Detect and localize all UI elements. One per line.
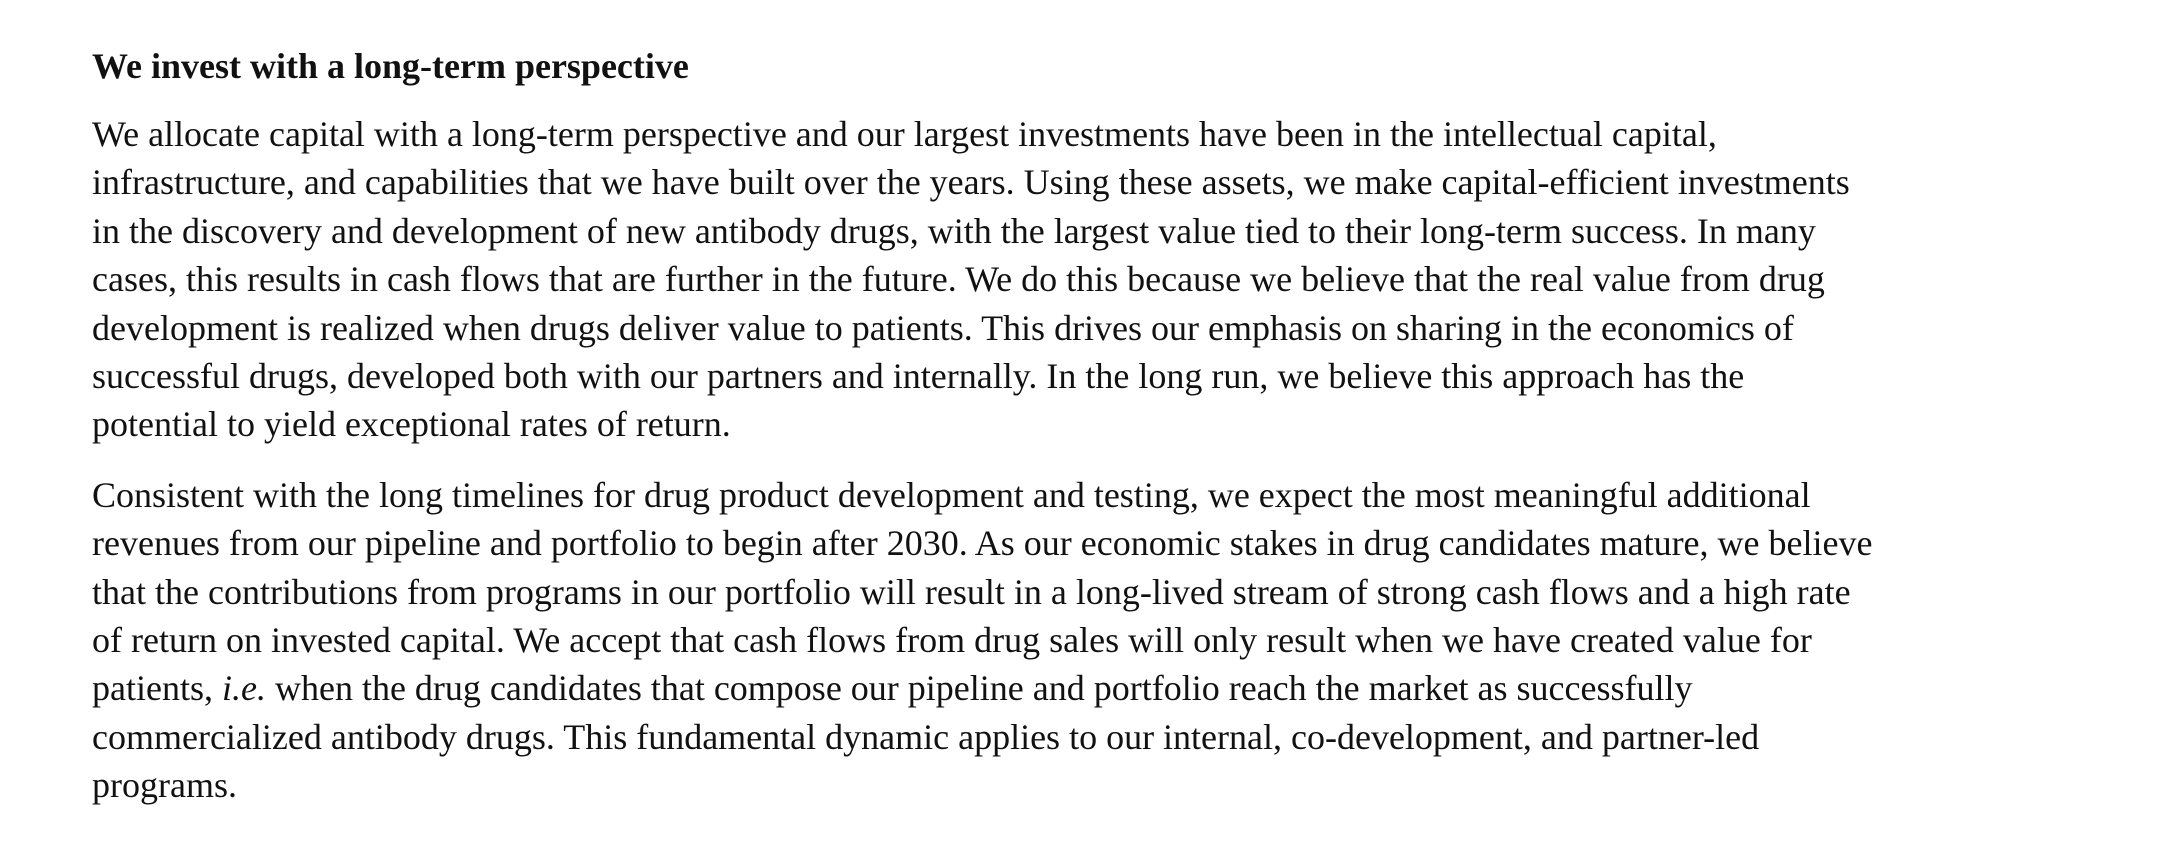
paragraph-line: successful drugs, developed both with our partners and internally. In the long run, we believe this approach has the [92, 356, 1745, 397]
paragraph-line: potential to yield exceptional rates of return. [92, 404, 731, 445]
paragraph-line: in the discovery and development of new antibody drugs, with the largest value tied to their long-term success. In many [92, 210, 1816, 251]
paragraph-1 [92, 110, 2132, 449]
paragraph-line: development is realized when drugs deliver value to patients. This drives our emphasis on sharing in the economics of [92, 307, 1794, 348]
paragraph-line: Consistent with the long timelines for drug product development and testing, we expect the most meaningful additional [92, 474, 1811, 515]
paragraph-line: revenues from our pipeline and portfolio to begin after 2030. As our economic stakes in drug candidates mature, we believe [92, 523, 1873, 564]
paragraph-line: commercialized antibody drugs. This fundamental dynamic applies to our internal, co-development, and partner-led [92, 716, 1760, 757]
paragraph-line: programs. [92, 765, 237, 806]
line-text-start: patients, [92, 668, 222, 709]
line-text-end: when the drug candidates that compose our pipeline and portfolio reach the market as successfully [265, 668, 1693, 709]
section-heading: We invest with a long-term perspective [92, 46, 689, 86]
paragraph-line: We allocate capital with a long-term perspective and our largest investments have been in the intellectual capital, [92, 114, 1717, 154]
paragraph-2 [92, 471, 2132, 810]
italic-abbreviation: i.e. [221, 668, 266, 709]
paragraph-line-with-italic [92, 664, 2132, 712]
paragraph-line: infrastructure, and capabilities that we have built over the years. Using these assets, we make capital-efficient investments [92, 162, 1850, 203]
paragraph-line: of return on invested capital. We accept that cash flows from drug sales will only result when we have created value for [92, 620, 1812, 661]
document-body [92, 42, 2132, 832]
paragraph-line: that the contributions from programs in our portfolio will result in a long-lived stream of strong cash flows and a high rate [92, 571, 1851, 612]
paragraph-line: cases, this results in cash flows that are further in the future. We do this because we believe that the real value from drug [92, 259, 1825, 300]
